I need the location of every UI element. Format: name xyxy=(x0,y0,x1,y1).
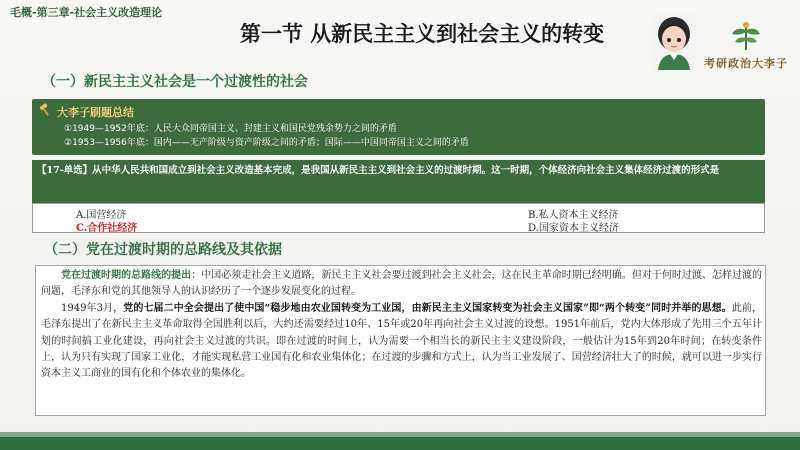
paragraph-text: 1949年3月， xyxy=(61,302,124,314)
page-title: 第一节 从新民主主义到社会主义的转变 xyxy=(239,22,605,46)
summary-title: 大李子刷题总结 xyxy=(57,106,134,119)
general-line-label: 党在过渡时期的总路线的提出： xyxy=(61,270,202,281)
summary-line: ②1953—1956年底：国内——无产阶级与资产阶级之间的矛盾；国际——中国同帝国主义之间的矛盾 xyxy=(64,138,469,148)
paragraph-text: 中国必须走社会主义道路，新民主主义社会要过渡到社会主义社会，这在民主革命时期已经明确。但对于何时过渡、怎样过渡的问题，毛泽东和党的其他领导人的认识经历了一个逐步发展变化的过程。 xyxy=(41,270,762,298)
paragraph-text: 此前，毛泽东提出了在新民主主义革命取得全国胜利以后，大约还需要经过10年、15年或20年再向社会主义过渡的设想。1951年前后，党内大体形成了先用三个五年计划的时间搞工业化建设，再向社会主义过渡的共识。即在过渡的时间上，认为需要一个相当长的新民主主义建设阶段，一般估计为15年到20年时间；在转变条件上，认为只有实现了国家工业化，才能实现私营工业国有化和农业集体化；在过渡的步骤和方式上，认为当工业发展了、国营经济壮大了的时候，就可以进一步实行资本主义工商业的国有化和个体农业的集体化。 xyxy=(41,302,763,380)
brand-name: 考研政治大李子 xyxy=(704,57,788,70)
section-heading-transition-society: （一）新民主主义社会是一个过渡性的社会 xyxy=(42,74,308,90)
section-heading-general-line: （二）党在过渡时期的总路线及其依据 xyxy=(44,242,282,258)
two-transformations-highlight: 党的七届二中全会提出了使中国“稳步地由农业国转变为工业国，由新民主主义国家转变为社会主义国家”即“两个转变”同时并举的思想。 xyxy=(123,302,732,314)
option-d: D.国家资本主义经济 xyxy=(528,223,619,234)
footer-stripe xyxy=(0,437,800,450)
option-b: B.私人资本主义经济 xyxy=(528,210,619,221)
paragraph-2 xyxy=(41,301,762,383)
avatar xyxy=(652,14,696,70)
paragraph-1 xyxy=(41,268,762,301)
options-panel xyxy=(32,203,765,233)
summary-line: ①1949—1952年底：人民大众同帝国主义、封建主义和国民党残余势力之间的矛盾 xyxy=(64,124,397,134)
content-body xyxy=(41,268,762,383)
hammer-icon xyxy=(38,102,53,117)
question-stem: 【17-单选】从中华人民共和国成立到社会主义改造基本完成，是我国从新民主主义到社会主义的过渡时期。这一时期，个体经济向社会主义集体经济过渡的形式是 xyxy=(37,165,720,176)
option-a: A.国营经济 xyxy=(76,210,127,221)
option-c-correct: C.合作社经济 xyxy=(76,223,138,234)
breadcrumb: 毛概-第三章-社会主义改造理论 xyxy=(10,6,163,19)
